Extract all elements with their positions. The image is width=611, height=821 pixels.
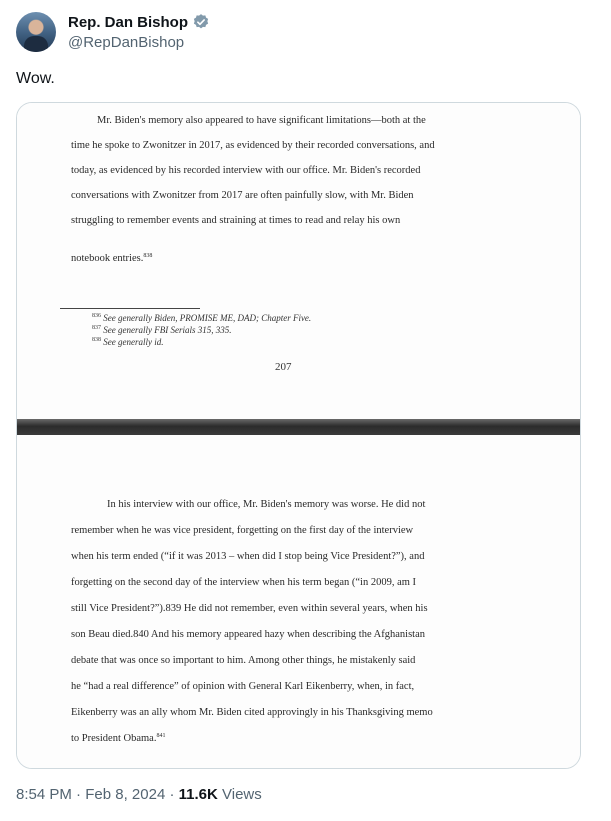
footnote-ref: 841: [156, 733, 166, 739]
doc-line: son Beau died.840 And his memory appeared hazy when describing the Afghanistan: [71, 629, 425, 640]
author-name[interactable]: Rep. Dan Bishop: [68, 13, 189, 31]
tweet-date[interactable]: Feb 8, 2024: [85, 786, 166, 803]
doc-line: Eikenberry was an ally whom Mr. Biden cited approvingly in his Thanksgiving memo: [71, 707, 433, 718]
author-row: [68, 13, 210, 31]
separator: ·: [169, 786, 175, 803]
doc-line-last: [71, 733, 165, 744]
doc-line-text: notebook entries.: [71, 253, 144, 264]
doc-line: forgetting on the second day of the interview when his term began (“in 2009, am I: [71, 577, 417, 588]
document-page-bottom: [17, 435, 580, 768]
verified-badge-icon: [192, 13, 210, 31]
footnote-divider: [60, 308, 200, 309]
page-gap: [17, 419, 580, 435]
views-count: 11.6K: [178, 786, 218, 803]
views-label: Views: [222, 786, 262, 803]
doc-line: still Vice President?”).839 He did not remember, even within several years, when his: [71, 603, 428, 614]
footnote-text: See generally id.: [103, 337, 164, 347]
footnote-number: 836: [92, 313, 101, 319]
avatar[interactable]: [16, 12, 56, 52]
doc-line-text: to President Obama.: [71, 733, 157, 744]
footnote-number: 838: [92, 337, 101, 343]
doc-line: when his term ended (“if it was 2013 – when did I stop being Vice President?”), and: [71, 551, 425, 562]
doc-line: Mr. Biden's memory also appeared to have significant limitations—both at the: [97, 115, 426, 126]
doc-line-last: [71, 253, 152, 264]
footnote-text: See generally Biden, PROMISE ME, DAD; Chapter Five.: [103, 313, 312, 323]
avatar-figure: [24, 36, 48, 52]
tweet-time[interactable]: 8:54 PM: [16, 786, 72, 803]
footnote-ref: 838: [143, 253, 153, 259]
footnote: [92, 325, 231, 335]
footnote: [92, 313, 311, 323]
page-number: 207: [275, 361, 292, 373]
doc-line: remember when he was vice president, forgetting on the first day of the interview: [71, 525, 414, 536]
footnote-text: See generally FBI Serials 315, 335.: [103, 325, 232, 335]
doc-line: time he spoke to Zwonitzer in 2017, as evidenced by their recorded conversations, and: [71, 140, 435, 151]
doc-line: he “had a real difference” of opinion with General Karl Eikenberry, when, in fact,: [71, 681, 415, 692]
footnote-number: 837: [92, 325, 101, 331]
author-handle[interactable]: @RepDanBishop: [68, 34, 185, 51]
doc-line: debate that was once so important to him. Among other things, he mistakenly said: [71, 655, 416, 666]
doc-line: struggling to remember events and straining at times to read and relay his own: [71, 215, 401, 226]
document-page-top: [17, 103, 580, 419]
tweet-metadata: [16, 786, 262, 803]
separator: ·: [76, 786, 82, 803]
doc-line: today, as evidenced by his recorded interview with our office. Mr. Biden's recorded: [71, 165, 421, 176]
tweet-image[interactable]: [16, 102, 581, 769]
tweet-text: Wow.: [16, 70, 55, 87]
footnote: [92, 337, 163, 347]
doc-line: conversations with Zwonitzer from 2017 are often painfully slow, with Mr. Biden: [71, 190, 414, 201]
doc-line: In his interview with our office, Mr. Biden's memory was worse. He did not: [107, 499, 426, 510]
